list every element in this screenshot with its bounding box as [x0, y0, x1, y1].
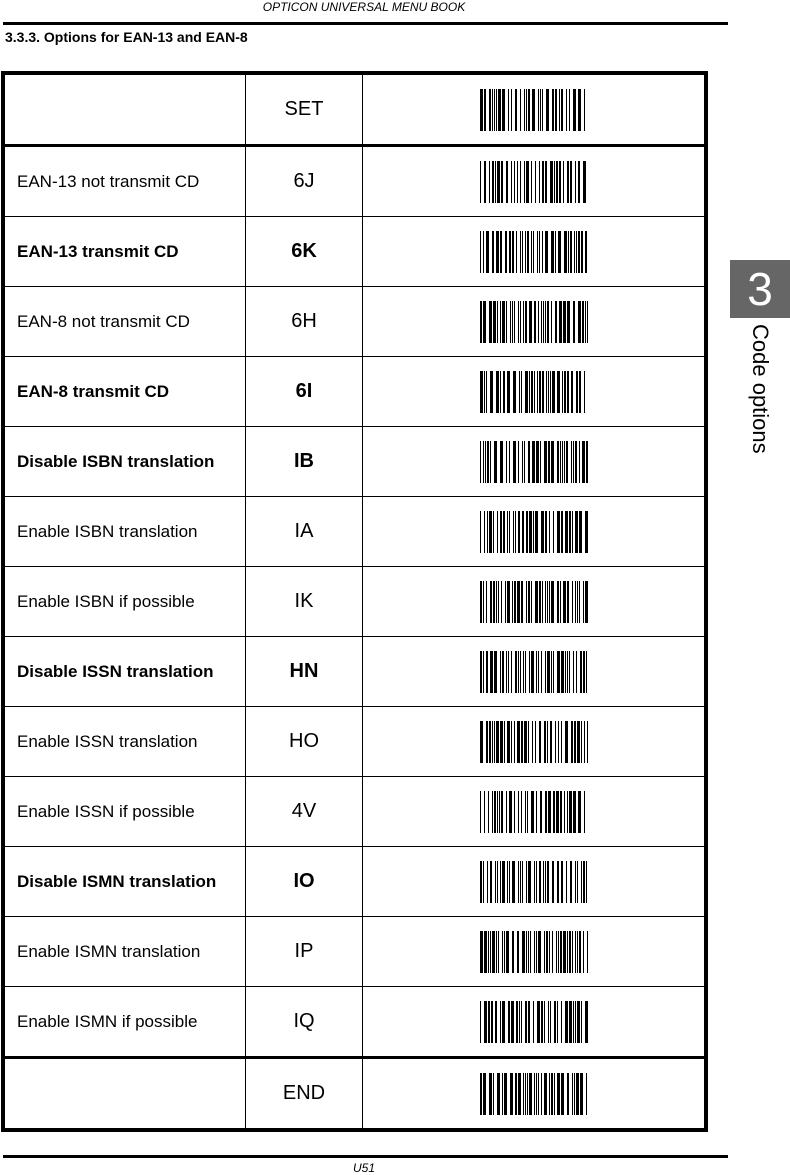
- barcode-icon: [480, 581, 588, 623]
- barcode-cell: [363, 707, 707, 777]
- option-description: EAN-8 transmit CD: [3, 357, 246, 427]
- barcode-icon: [480, 1001, 588, 1043]
- header-rule: [3, 22, 728, 25]
- option-code: IK: [246, 567, 363, 637]
- chapter-tab-number: 3: [730, 260, 790, 318]
- barcode-cell: [363, 1058, 707, 1131]
- table-row: [3, 146, 706, 217]
- barcode-icon: [480, 1073, 588, 1115]
- table-row: [3, 987, 706, 1058]
- running-header: OPTICON UNIVERSAL MENU BOOK: [262, 0, 466, 14]
- barcode-cell: [363, 637, 707, 707]
- option-code: 6I: [246, 357, 363, 427]
- barcode-icon: [480, 441, 588, 483]
- barcode-icon: [480, 371, 588, 413]
- barcode-cell: [363, 917, 707, 987]
- table-row: [3, 847, 706, 917]
- option-code: HO: [246, 707, 363, 777]
- table-row: [3, 217, 706, 287]
- option-description: EAN-13 not transmit CD: [3, 146, 246, 217]
- barcode-icon: [480, 89, 588, 131]
- option-code: 6H: [246, 287, 363, 357]
- option-description: Enable ISSN translation: [3, 707, 246, 777]
- barcode-icon: [480, 511, 588, 553]
- table-row: [3, 707, 706, 777]
- option-code: IO: [246, 847, 363, 917]
- barcode-icon: [480, 721, 588, 763]
- barcode-icon: [480, 791, 588, 833]
- option-code: IQ: [246, 987, 363, 1058]
- option-description: EAN-8 not transmit CD: [3, 287, 246, 357]
- option-description: Enable ISMN if possible: [3, 987, 246, 1058]
- option-description: Enable ISBN if possible: [3, 567, 246, 637]
- option-code: HN: [246, 637, 363, 707]
- barcode-cell: [363, 357, 707, 427]
- table-row: [3, 1058, 706, 1131]
- barcode-cell: [363, 146, 707, 217]
- table-row: [3, 287, 706, 357]
- option-description: Enable ISSN if possible: [3, 777, 246, 847]
- option-description: Disable ISSN translation: [3, 637, 246, 707]
- barcode-cell: [363, 847, 707, 917]
- option-description: Enable ISBN translation: [3, 497, 246, 567]
- option-description: Disable ISMN translation: [3, 847, 246, 917]
- table-row: [3, 777, 706, 847]
- option-description: [3, 1058, 246, 1131]
- options-table: [1, 71, 708, 1132]
- table-row: [3, 497, 706, 567]
- barcode-cell: [363, 287, 707, 357]
- table-row: [3, 637, 706, 707]
- page-number: U51: [352, 1161, 375, 1175]
- section-title: 3.3.3. Options for EAN-13 and EAN-8: [5, 29, 248, 45]
- option-description: Enable ISMN translation: [3, 917, 246, 987]
- option-code: 4V: [246, 777, 363, 847]
- option-code: IP: [246, 917, 363, 987]
- option-description: Disable ISBN translation: [3, 427, 246, 497]
- option-code: IB: [246, 427, 363, 497]
- barcode-icon: [480, 231, 588, 273]
- option-description: [3, 73, 246, 146]
- barcode-cell: [363, 217, 707, 287]
- chapter-tab-label: Code options: [748, 324, 773, 454]
- barcode-icon: [480, 651, 588, 693]
- barcode-cell: [363, 427, 707, 497]
- option-code: END: [246, 1058, 363, 1131]
- option-code: 6J: [246, 146, 363, 217]
- table-row: [3, 427, 706, 497]
- table-row: [3, 917, 706, 987]
- barcode-cell: [363, 73, 707, 146]
- barcode-cell: [363, 987, 707, 1058]
- option-code: IA: [246, 497, 363, 567]
- table-row: [3, 73, 706, 146]
- table-row: [3, 357, 706, 427]
- barcode-cell: [363, 567, 707, 637]
- table-row: [3, 567, 706, 637]
- barcode-icon: [480, 931, 588, 973]
- barcode-cell: [363, 777, 707, 847]
- barcode-icon: [480, 861, 588, 903]
- barcode-icon: [480, 301, 588, 343]
- option-description: EAN-13 transmit CD: [3, 217, 246, 287]
- footer-rule: [3, 1155, 728, 1158]
- option-code: 6K: [246, 217, 363, 287]
- barcode-icon: [480, 161, 588, 203]
- option-code: SET: [246, 73, 363, 146]
- barcode-cell: [363, 497, 707, 567]
